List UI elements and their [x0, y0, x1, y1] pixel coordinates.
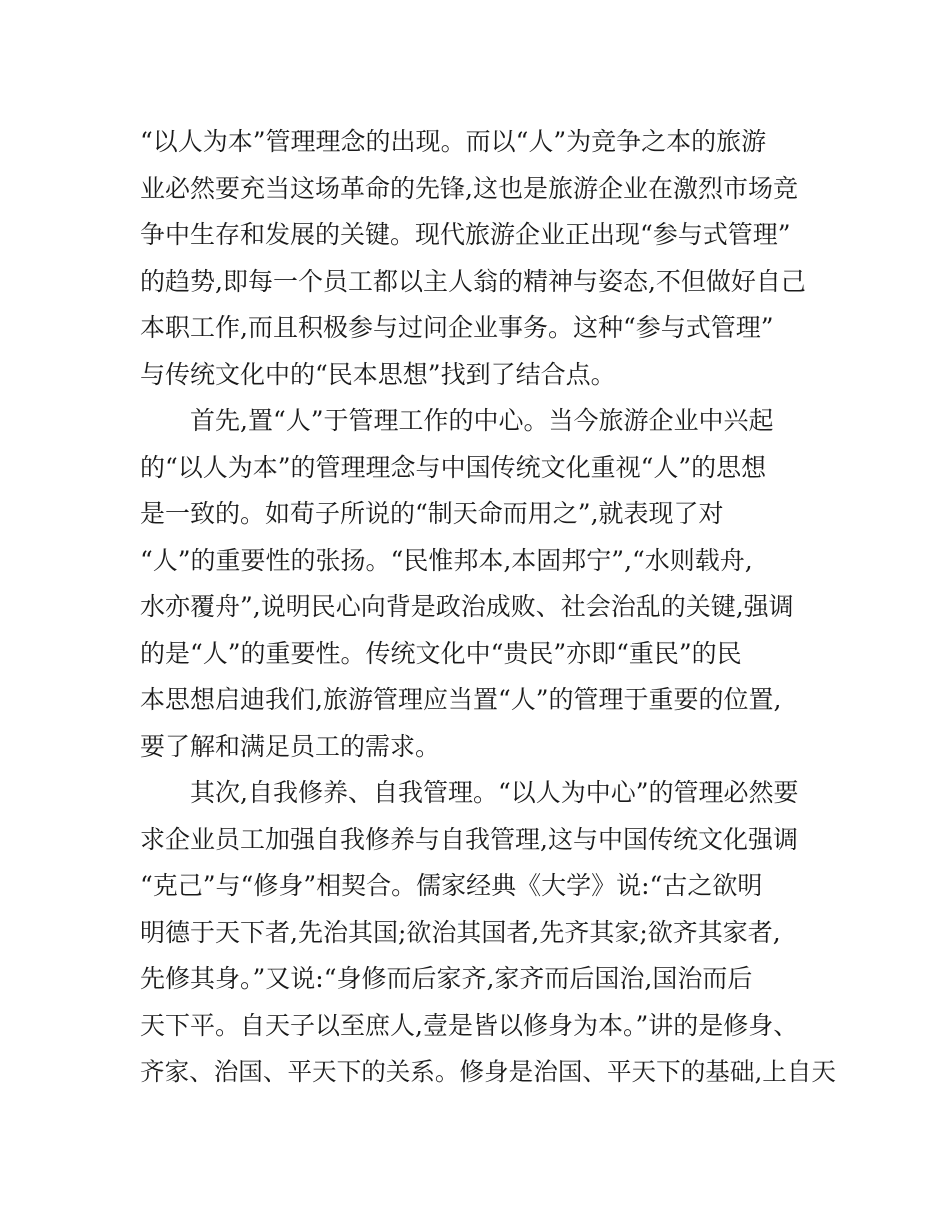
text-line: 与传统文化中的“民本思想”找到了结合点。: [140, 359, 616, 389]
text-line: 争中生存和发展的关键。现代旅游企业正出现“参与式管理”: [140, 220, 791, 249]
paragraph-first-line: 其次,自我修养、自我管理。“以人为中心”的管理必然要: [190, 778, 799, 807]
text-line: 是一致的。如荀子所说的“制天命而用之”,就表现了对: [140, 499, 724, 528]
text-line: 的是“人”的重要性。传统文化中“贵民”亦即“重民”的民: [140, 638, 742, 668]
text-line: 水亦覆舟”,说明民心向背是政治成败、社会治乱的关键,强调: [140, 592, 794, 621]
text-line: 本思想启迪我们,旅游管理应当置“人”的管理于重要的位置,: [140, 685, 782, 714]
text-line: 先修其身。”又说:“身修而后家齐,家齐而后国治,国治而后: [140, 964, 753, 993]
text-line: “以人为本”管理理念的出现。而以“人”为竞争之本的旅游: [140, 127, 767, 156]
paragraph-first-line: 首先,置“人”于管理工作的中心。当今旅游企业中兴起: [190, 406, 774, 435]
text-line: “克己”与“修身”相契合。儒家经典《大学》说:“古之欲明: [140, 871, 763, 900]
text-line: 天下平。自天子以至庶人,壹是皆以修身为本。”讲的是修身、: [140, 1010, 799, 1040]
text-line: 的趋势,即每一个员工都以主人翁的精神与姿态,不但做好自己: [140, 266, 806, 296]
text-line: 明德于天下者,先治其国;欲治其国者,先齐其家;欲齐其家者,: [140, 917, 781, 947]
text-line: 齐家、治国、平天下的关系。修身是治国、平天下的基础,上自天: [140, 1057, 836, 1086]
text-line: 求企业员工加强自我修养与自我管理,这与中国传统文化强调: [140, 824, 798, 854]
text-line: “人”的重要性的张扬。“民惟邦本,本固邦宁”,“水则载舟,: [140, 545, 753, 575]
text-line: 业必然要充当这场革命的先锋,这也是旅游企业在激烈市场竞: [140, 173, 798, 203]
document-body: [140, 119, 836, 1096]
text-line: 的“以人为本”的管理理念与中国传统文化重视“人”的思想: [140, 452, 767, 482]
text-line: 本职工作,而且积极参与过问企业事务。这种“参与式管理”: [140, 313, 774, 342]
text-line: 要了解和满足员工的需求。: [140, 731, 441, 761]
